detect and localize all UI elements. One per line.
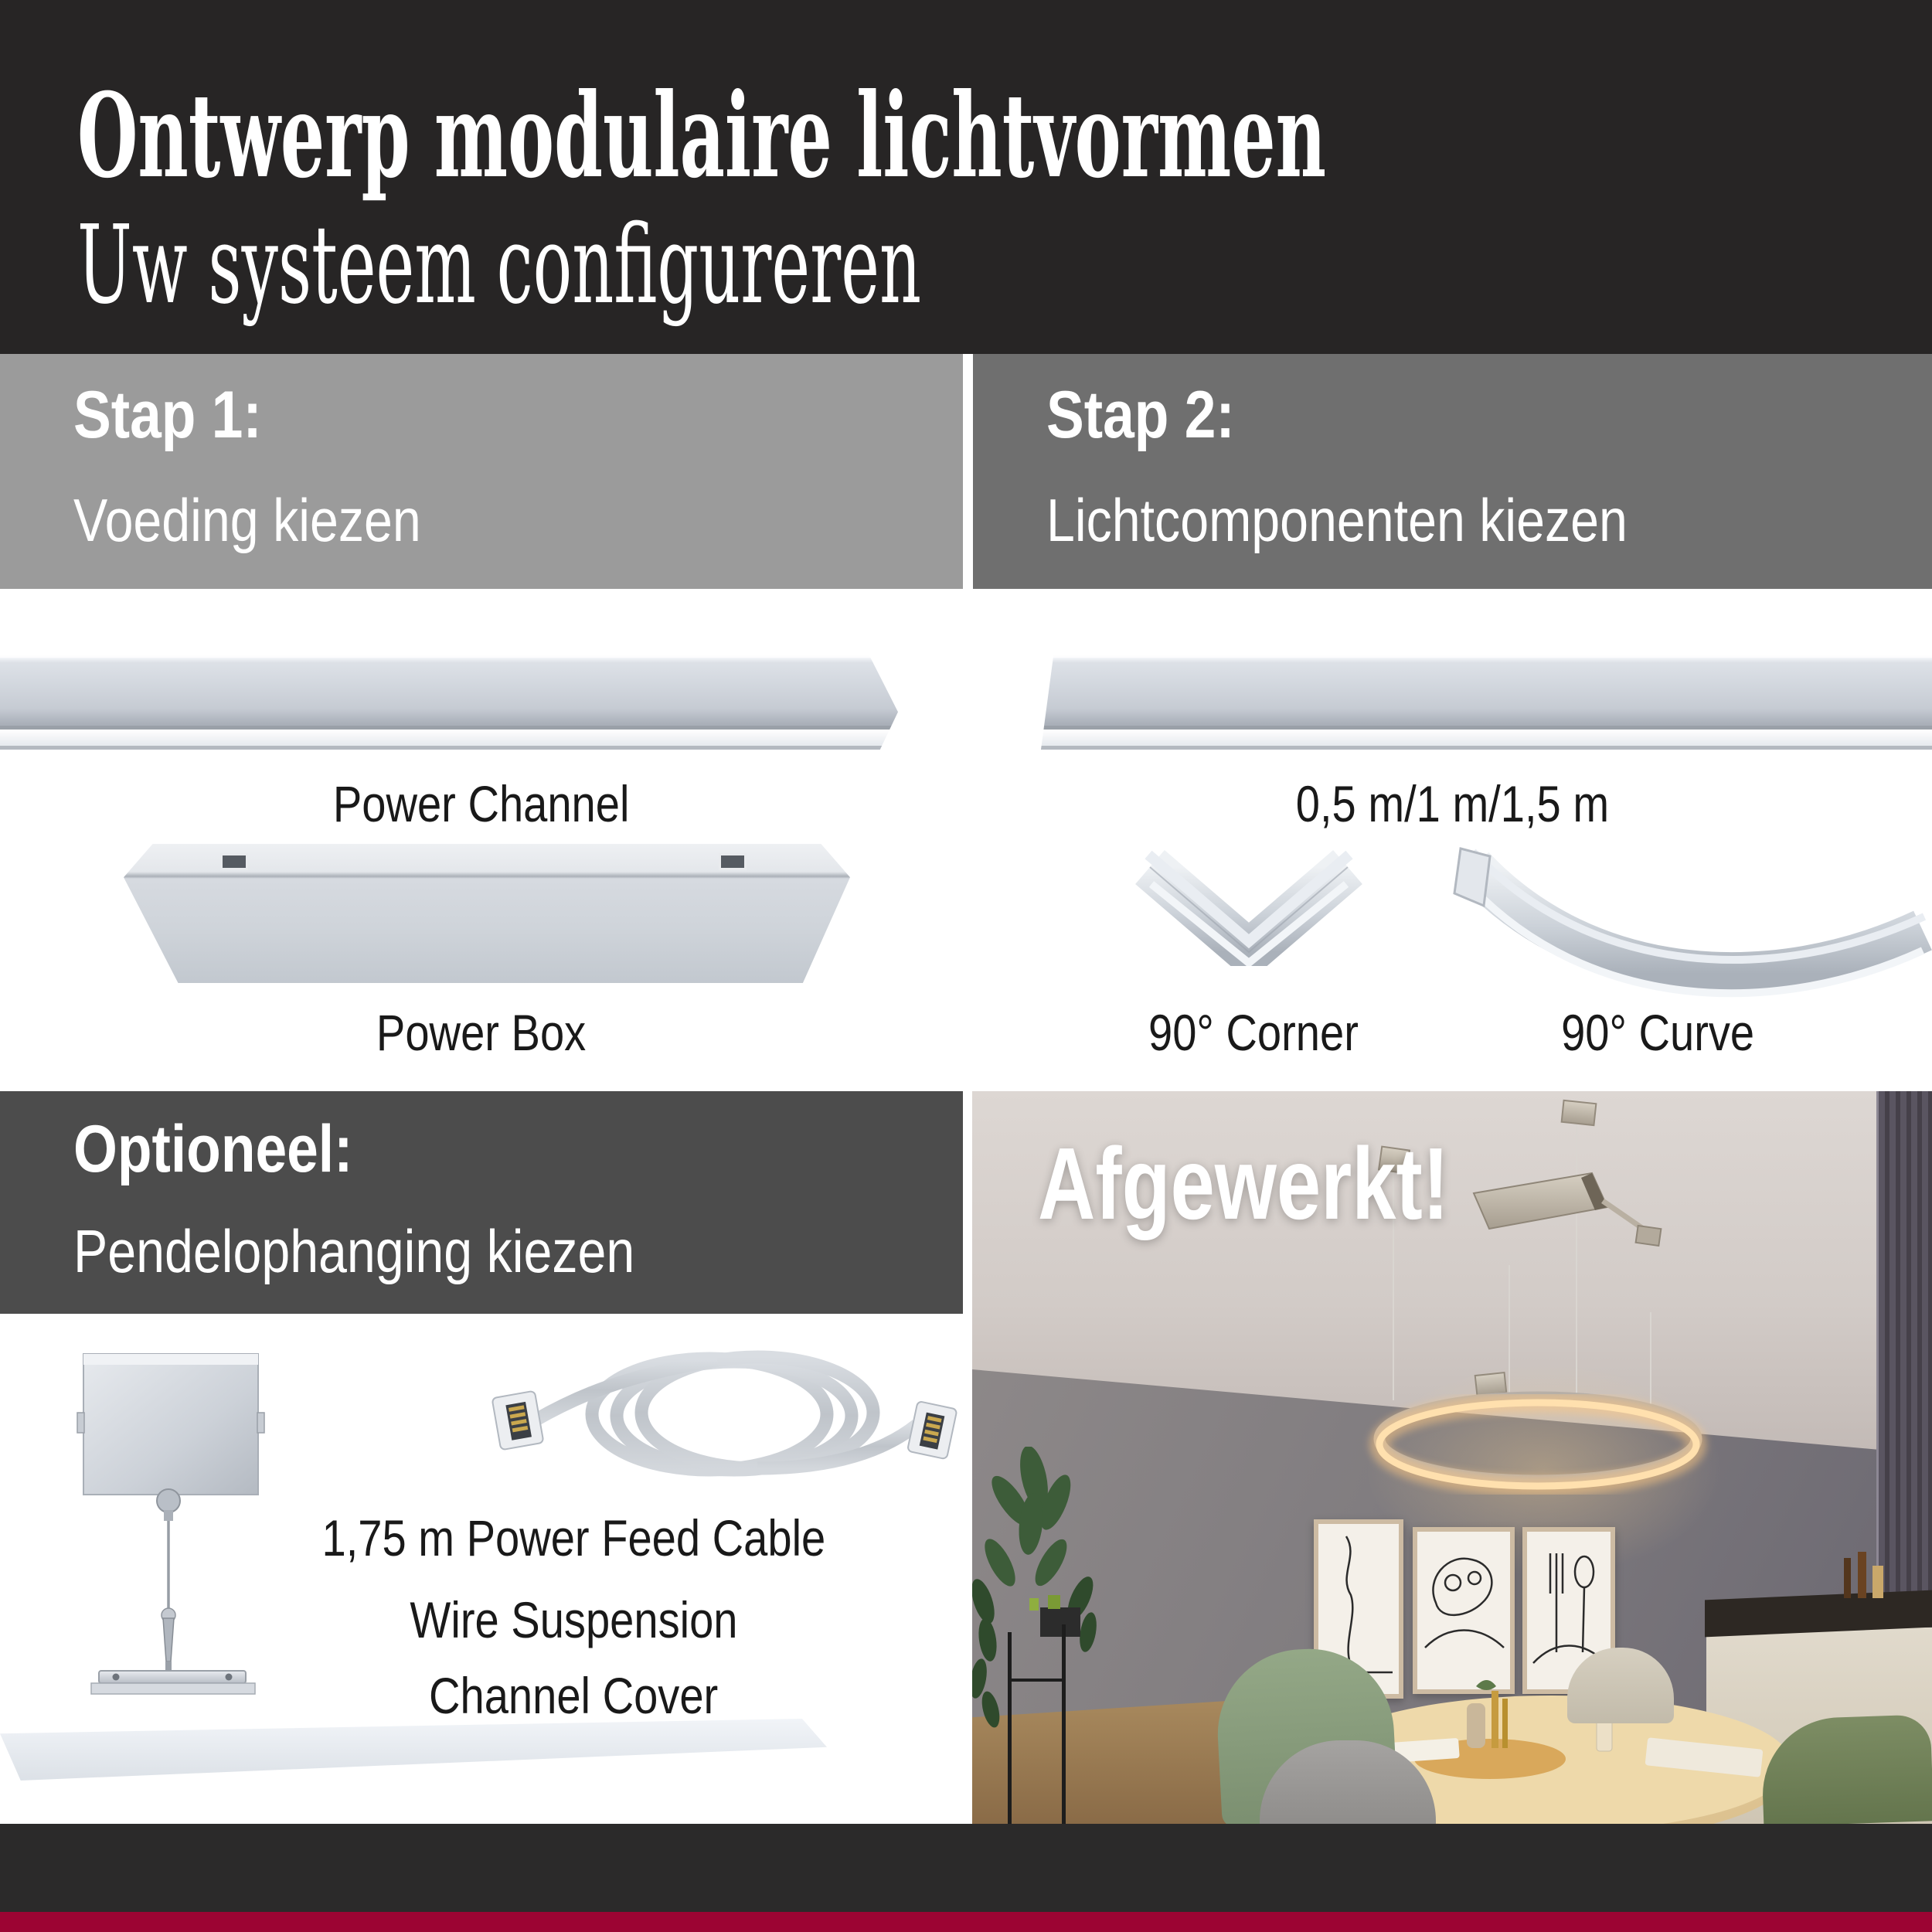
page-subtitle: Uw systeem configureren [77,202,922,328]
power-box-label: Power Box [376,1004,587,1061]
corner-label: 90° Corner [1148,1004,1359,1061]
optional-line-cover: Channel Cover [429,1667,719,1724]
optional-band [0,1091,963,1314]
curve-label: 90° Curve [1560,1004,1755,1061]
optional-subtitle: Pendelophanging kiezen [73,1217,635,1285]
channel-cover-image [0,1719,827,1781]
page-title: Ontwerp modulaire lichtvormen [77,68,1327,204]
light-channel-image [1036,655,1932,750]
brand-accent-bar [0,1912,1932,1932]
power-box-connector-icon [220,853,248,870]
finished-room-photo [972,1091,1932,1824]
step2-subtitle: Lichtcomponenten kiezen [1046,486,1628,554]
footer-bar [0,1824,1932,1912]
step1-band [0,354,963,589]
step2-title: Stap 2: [1046,378,1235,452]
power-channel-label: Power Channel [333,775,630,832]
corner-piece-image [1130,836,1368,966]
finished-title: Afgewerkt! [1038,1127,1450,1240]
optional-line-wire: Wire Suspension [410,1591,738,1648]
power-feed-cable-image [485,1346,966,1485]
optional-line-cable: 1,75 m Power Feed Cable [321,1509,826,1566]
optional-title: Optioneel: [73,1112,353,1186]
curve-piece-image [1450,836,1932,1002]
channel-lengths-label: 0,5 m/1 m/1,5 m [1295,775,1610,832]
step1-title: Stap 1: [73,378,262,452]
step1-subtitle: Voeding kiezen [73,486,421,554]
power-box-connector-icon [719,853,747,870]
step2-band [973,354,1932,589]
header-banner [0,0,1932,354]
power-channel-image [0,655,898,750]
